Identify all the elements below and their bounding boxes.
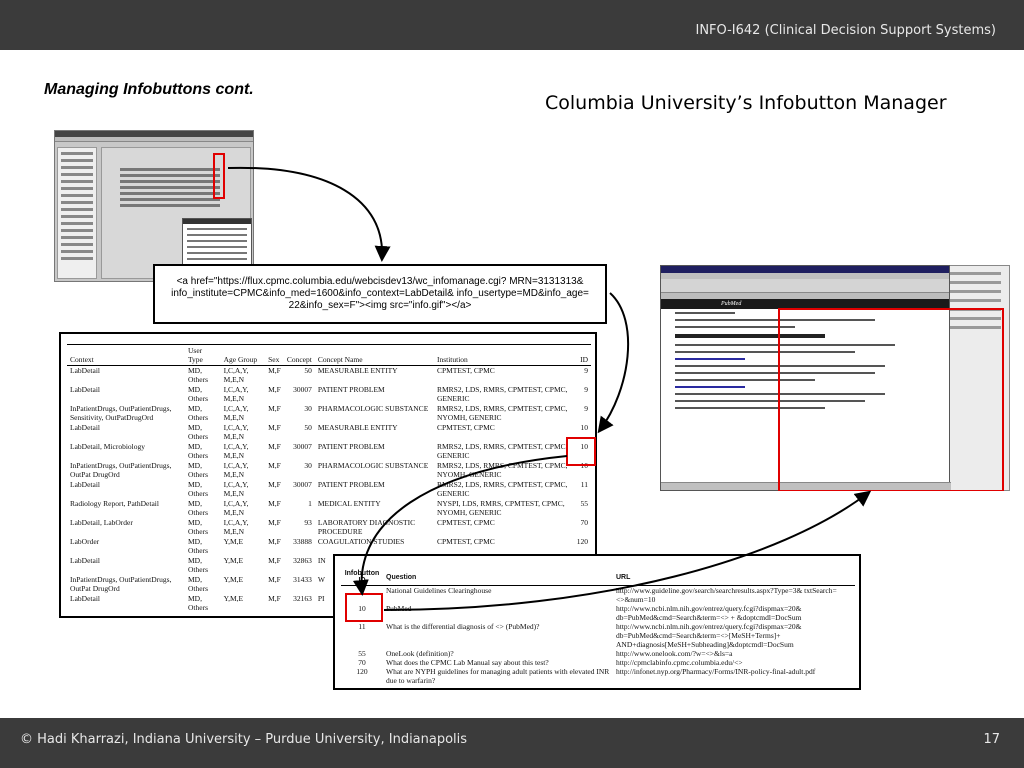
table-row: [67, 442, 591, 461]
table-cell: 32863: [293, 555, 312, 565]
table-cell: OneLook (definition)?: [386, 649, 454, 658]
table-cell: PATIENT PROBLEM: [317, 479, 385, 489]
table-row: [341, 604, 855, 622]
table-cell: InPatientDrugs, OutPatientDrugs, Sensitivity, OutPatDrugOrd: [70, 403, 172, 422]
table-cell: M,F: [268, 574, 281, 584]
table-cell: M,F: [268, 460, 281, 470]
table-cell: http://www.ncbi.nlm.nih.gov/entrez/query.fcgi?dispmax=20& db=PubMed&cmd=Search&term=<>[MeSH+Terms]+ AND+diagnosis[MeSH+Subheading]&doptcmdl=DocSum: [616, 622, 802, 649]
table-cell: 10: [580, 441, 588, 451]
table-row: [341, 622, 855, 649]
code-line-3: 22&info_sex=F"><img src="info.gif"></a>: [288, 300, 472, 311]
table-cell: M,F: [268, 555, 281, 565]
table-cell: Y,M,E: [223, 574, 244, 584]
table-cell: MD, Others: [188, 593, 208, 612]
table-cell: 50: [304, 422, 312, 432]
table-cell: 1: [308, 498, 312, 508]
ehr-screenshot: [54, 130, 254, 282]
table-cell: 32163: [293, 593, 312, 603]
table-cell: M,F: [268, 517, 281, 527]
table-row: [341, 586, 855, 605]
table-cell: LabDetail: [70, 555, 100, 565]
context-id-highlight-box: [566, 437, 596, 466]
pubmed-highlight-box: [778, 308, 1004, 491]
table-cell: 30007: [293, 384, 312, 394]
col-id: ID: [574, 345, 591, 366]
table-cell: PHARMACOLOGIC SUBSTANCE: [317, 460, 429, 470]
table-cell: LabDetail: [70, 479, 100, 489]
table-cell: LabOrder: [70, 536, 100, 546]
infobutton-highlight-box: [213, 153, 225, 199]
table-cell: Radiology Report, PathDetail: [70, 498, 159, 508]
table-cell: Y,M,E: [223, 536, 244, 546]
table-row: [67, 366, 591, 385]
table-cell: http://www.guideline.gov/search/searchresults.aspx?Type=3& txtSearch=<>&num=10: [616, 586, 837, 604]
table-cell: M,F: [268, 479, 281, 489]
col-context: Context: [67, 345, 185, 366]
table-cell: M,F: [268, 441, 281, 451]
table-row: [67, 404, 591, 423]
pubmed-screenshot: [660, 265, 1010, 491]
table-cell: MD, Others: [188, 460, 208, 479]
table-cell: 10: [358, 604, 366, 613]
table-cell: RMRS2, LDS, RMRS, CPMTEST, CPMC, NYOMH, GENERIC: [436, 403, 568, 422]
col-infobutton-id: Infobutton ID: [341, 569, 383, 586]
table-cell: I,C,A,Y, M,E,N: [223, 498, 249, 517]
col-user-type: User Type: [185, 345, 221, 366]
table-cell: MD, Others: [188, 403, 208, 422]
table-row: [341, 649, 855, 658]
table-cell: MEDICAL ENTITY: [317, 498, 381, 508]
table-cell: 11: [580, 479, 588, 489]
header-bar: [0, 0, 1024, 50]
pubmed-logo: PubMed: [661, 299, 949, 309]
table-cell: 31433: [293, 574, 312, 584]
col-sex: Sex: [265, 345, 284, 366]
table-cell: RMRS2, LDS, RMRS, CPMTEST, CPMC, NYOMH, GENERIC: [436, 460, 568, 479]
table-row: [67, 499, 591, 518]
table-cell: LabDetail: [70, 422, 100, 432]
course-title: INFO-I642 (Clinical Decision Support Systems): [695, 23, 996, 38]
table-cell: MD, Others: [188, 384, 208, 403]
table-cell: RMRS2, LDS, RMRS, CPMTEST, CPMC, GENERIC: [436, 384, 568, 403]
table-cell: 9: [584, 384, 588, 394]
context-table-header: [67, 345, 591, 366]
table-cell: M,F: [268, 366, 281, 375]
table-cell: M,F: [268, 403, 281, 413]
table-cell: 120: [356, 667, 368, 676]
footer-bar: [0, 718, 1024, 768]
col-url: URL: [613, 569, 855, 586]
table-cell: 30: [304, 403, 312, 413]
table-cell: CPMTEST, CPMC: [436, 422, 495, 432]
table-cell: http://www.onelook.com/?w=<>&ls=a: [616, 649, 733, 658]
slide-title: Managing Infobuttons cont.: [44, 81, 254, 98]
table-cell: LabDetail: [70, 366, 100, 375]
question-table-panel: [333, 554, 861, 690]
table-cell: PHARMACOLOGIC SUBSTANCE: [317, 403, 429, 413]
table-cell: What are NYPH guidelines for managing adult patients with elevated INR due to warfarin?: [386, 667, 610, 685]
table-cell: COAGULATION STUDIES: [317, 536, 405, 546]
ehr-menu-bar: [55, 137, 253, 142]
ehr-main-panel: [101, 147, 251, 279]
table-cell: LabDetail: [70, 384, 100, 394]
table-row: [67, 461, 591, 480]
table-cell: W: [317, 574, 325, 584]
table-cell: CPMTEST, CPMC: [436, 366, 495, 375]
table-cell: 55: [580, 498, 588, 508]
table-cell: 30007: [293, 479, 312, 489]
table-row: [67, 480, 591, 499]
question-table-header: [341, 569, 855, 586]
table-cell: M,F: [268, 593, 281, 603]
table-cell: 93: [304, 517, 312, 527]
table-cell: I,C,A,Y, M,E,N: [223, 422, 249, 441]
table-cell: I,C,A,Y, M,E,N: [223, 366, 249, 384]
table-cell: Y,M,E: [223, 593, 244, 603]
table-cell: PI: [317, 593, 325, 603]
table-cell: MEASURABLE ENTITY: [317, 422, 398, 432]
table-cell: LabDetail, Microbiology: [70, 441, 145, 451]
table-cell: What is the differential diagnosis of <> (PubMed)?: [386, 622, 540, 631]
table-cell: MD, Others: [188, 517, 208, 536]
table-cell: 70: [580, 517, 588, 527]
table-cell: What does the CPMC Lab Manual say about this test?: [386, 658, 549, 667]
table-cell: I,C,A,Y, M,E,N: [223, 517, 249, 536]
col-question: Question: [383, 569, 613, 586]
table-cell: 11: [358, 622, 366, 631]
table-row: [341, 658, 855, 667]
table-cell: 30007: [293, 441, 312, 451]
page-number: 17: [983, 732, 1000, 747]
table-cell: 10: [580, 422, 588, 432]
table-cell: National Guidelines Clearinghouse: [386, 586, 492, 595]
table-row: [67, 518, 591, 537]
table-cell: IN: [317, 555, 326, 565]
table-cell: 33888: [293, 536, 312, 546]
table-cell: MEASURABLE ENTITY: [317, 366, 398, 375]
table-cell: 30: [304, 460, 312, 470]
table-row: [67, 385, 591, 404]
table-cell: I,C,A,Y, M,E,N: [223, 441, 249, 460]
question-table: [341, 569, 855, 685]
table-cell: http://www.ncbi.nlm.nih.gov/entrez/query.fcgi?dispmax=20& db=PubMed&cmd=Search&term=<> + &doptcmdl=DocSum: [616, 604, 802, 622]
table-cell: LABORATORY DIAGNOSTIC PROCEDURE: [317, 517, 416, 536]
table-cell: CPMTEST, CPMC: [436, 536, 495, 546]
table-cell: 9: [360, 586, 364, 595]
table-cell: 55: [358, 649, 366, 658]
infobutton-url-box: [153, 264, 607, 324]
table-cell: MD, Others: [188, 536, 208, 555]
table-cell: LabDetail: [70, 593, 100, 603]
table-cell: InPatientDrugs, OutPatientDrugs, OutPat DrugOrd: [70, 460, 172, 479]
table-cell: I,C,A,Y, M,E,N: [223, 403, 249, 422]
table-cell: 50: [304, 366, 312, 375]
table-cell: PATIENT PROBLEM: [317, 384, 385, 394]
table-cell: I,C,A,Y, M,E,N: [223, 479, 249, 498]
table-cell: 10: [580, 460, 588, 470]
table-cell: M,F: [268, 422, 281, 432]
table-cell: 9: [584, 366, 588, 375]
table-cell: CPMTEST, CPMC: [436, 517, 495, 527]
table-cell: LabDetail, LabOrder: [70, 517, 133, 527]
table-cell: MD, Others: [188, 422, 208, 441]
col-concept: Concept: [284, 345, 315, 366]
table-cell: 70: [358, 658, 366, 667]
table-row: [67, 537, 591, 556]
col-age-group: Age Group: [221, 345, 265, 366]
code-line-1: <a href="https://flux.cpmc.columbia.edu/webcisdev13/wc_infomanage.cgi? MRN=3131313&: [176, 276, 584, 287]
table-row: [341, 667, 855, 685]
table-cell: PATIENT PROBLEM: [317, 441, 385, 451]
question-id-highlight-box: [345, 593, 383, 622]
table-cell: RMRS2, LDS, RMRS, CPMTEST, CPMC, GENERIC: [436, 479, 568, 498]
ehr-sidebar: [57, 147, 97, 279]
table-cell: PubMed: [386, 604, 412, 613]
footer-copyright: © Hadi Kharrazi, Indiana University – Purdue University, Indianapolis: [20, 732, 468, 747]
table-cell: http://cpmclabinfo.cpmc.columbia.edu/<>: [616, 658, 743, 667]
table-cell: 120: [576, 536, 588, 546]
table-cell: InPatientDrugs, OutPatientDrugs, OutPat DrugOrd: [70, 574, 172, 593]
table-cell: 9: [584, 403, 588, 413]
table-cell: MD, Others: [188, 498, 208, 517]
slide-subtitle: Columbia University’s Infobutton Manager: [545, 92, 947, 114]
code-line-2: info_institute=CPMC&info_med=1600&info_context=LabDetail& info_usertype=MD&info_age=: [171, 288, 589, 299]
table-cell: NYSPI, LDS, RMRS, CPMTEST, CPMC, NYOMH, GENERIC: [436, 498, 565, 517]
col-institution: Institution: [434, 345, 574, 366]
table-cell: http://infonet.nyp.org/Pharmacy/Forms/INR-policy-final-adult.pdf: [616, 667, 816, 676]
table-row: [67, 423, 591, 442]
table-cell: M,F: [268, 536, 281, 546]
col-concept-name: Concept Name: [315, 345, 434, 366]
table-cell: MD, Others: [188, 441, 208, 460]
table-cell: I,C,A,Y, M,E,N: [223, 384, 249, 403]
table-cell: M,F: [268, 498, 281, 508]
table-cell: M,F: [268, 384, 281, 394]
table-cell: I,C,A,Y, M,E,N: [223, 460, 249, 479]
table-cell: Y,M,E: [223, 555, 244, 565]
table-cell: MD, Others: [188, 479, 208, 498]
table-cell: MD, Others: [188, 555, 208, 574]
table-cell: MD, Others: [188, 574, 208, 593]
table-cell: RMRS2, LDS, RMRS, CPMTEST, CPMC, GENERIC: [436, 441, 568, 460]
table-cell: MD, Others: [188, 366, 208, 384]
